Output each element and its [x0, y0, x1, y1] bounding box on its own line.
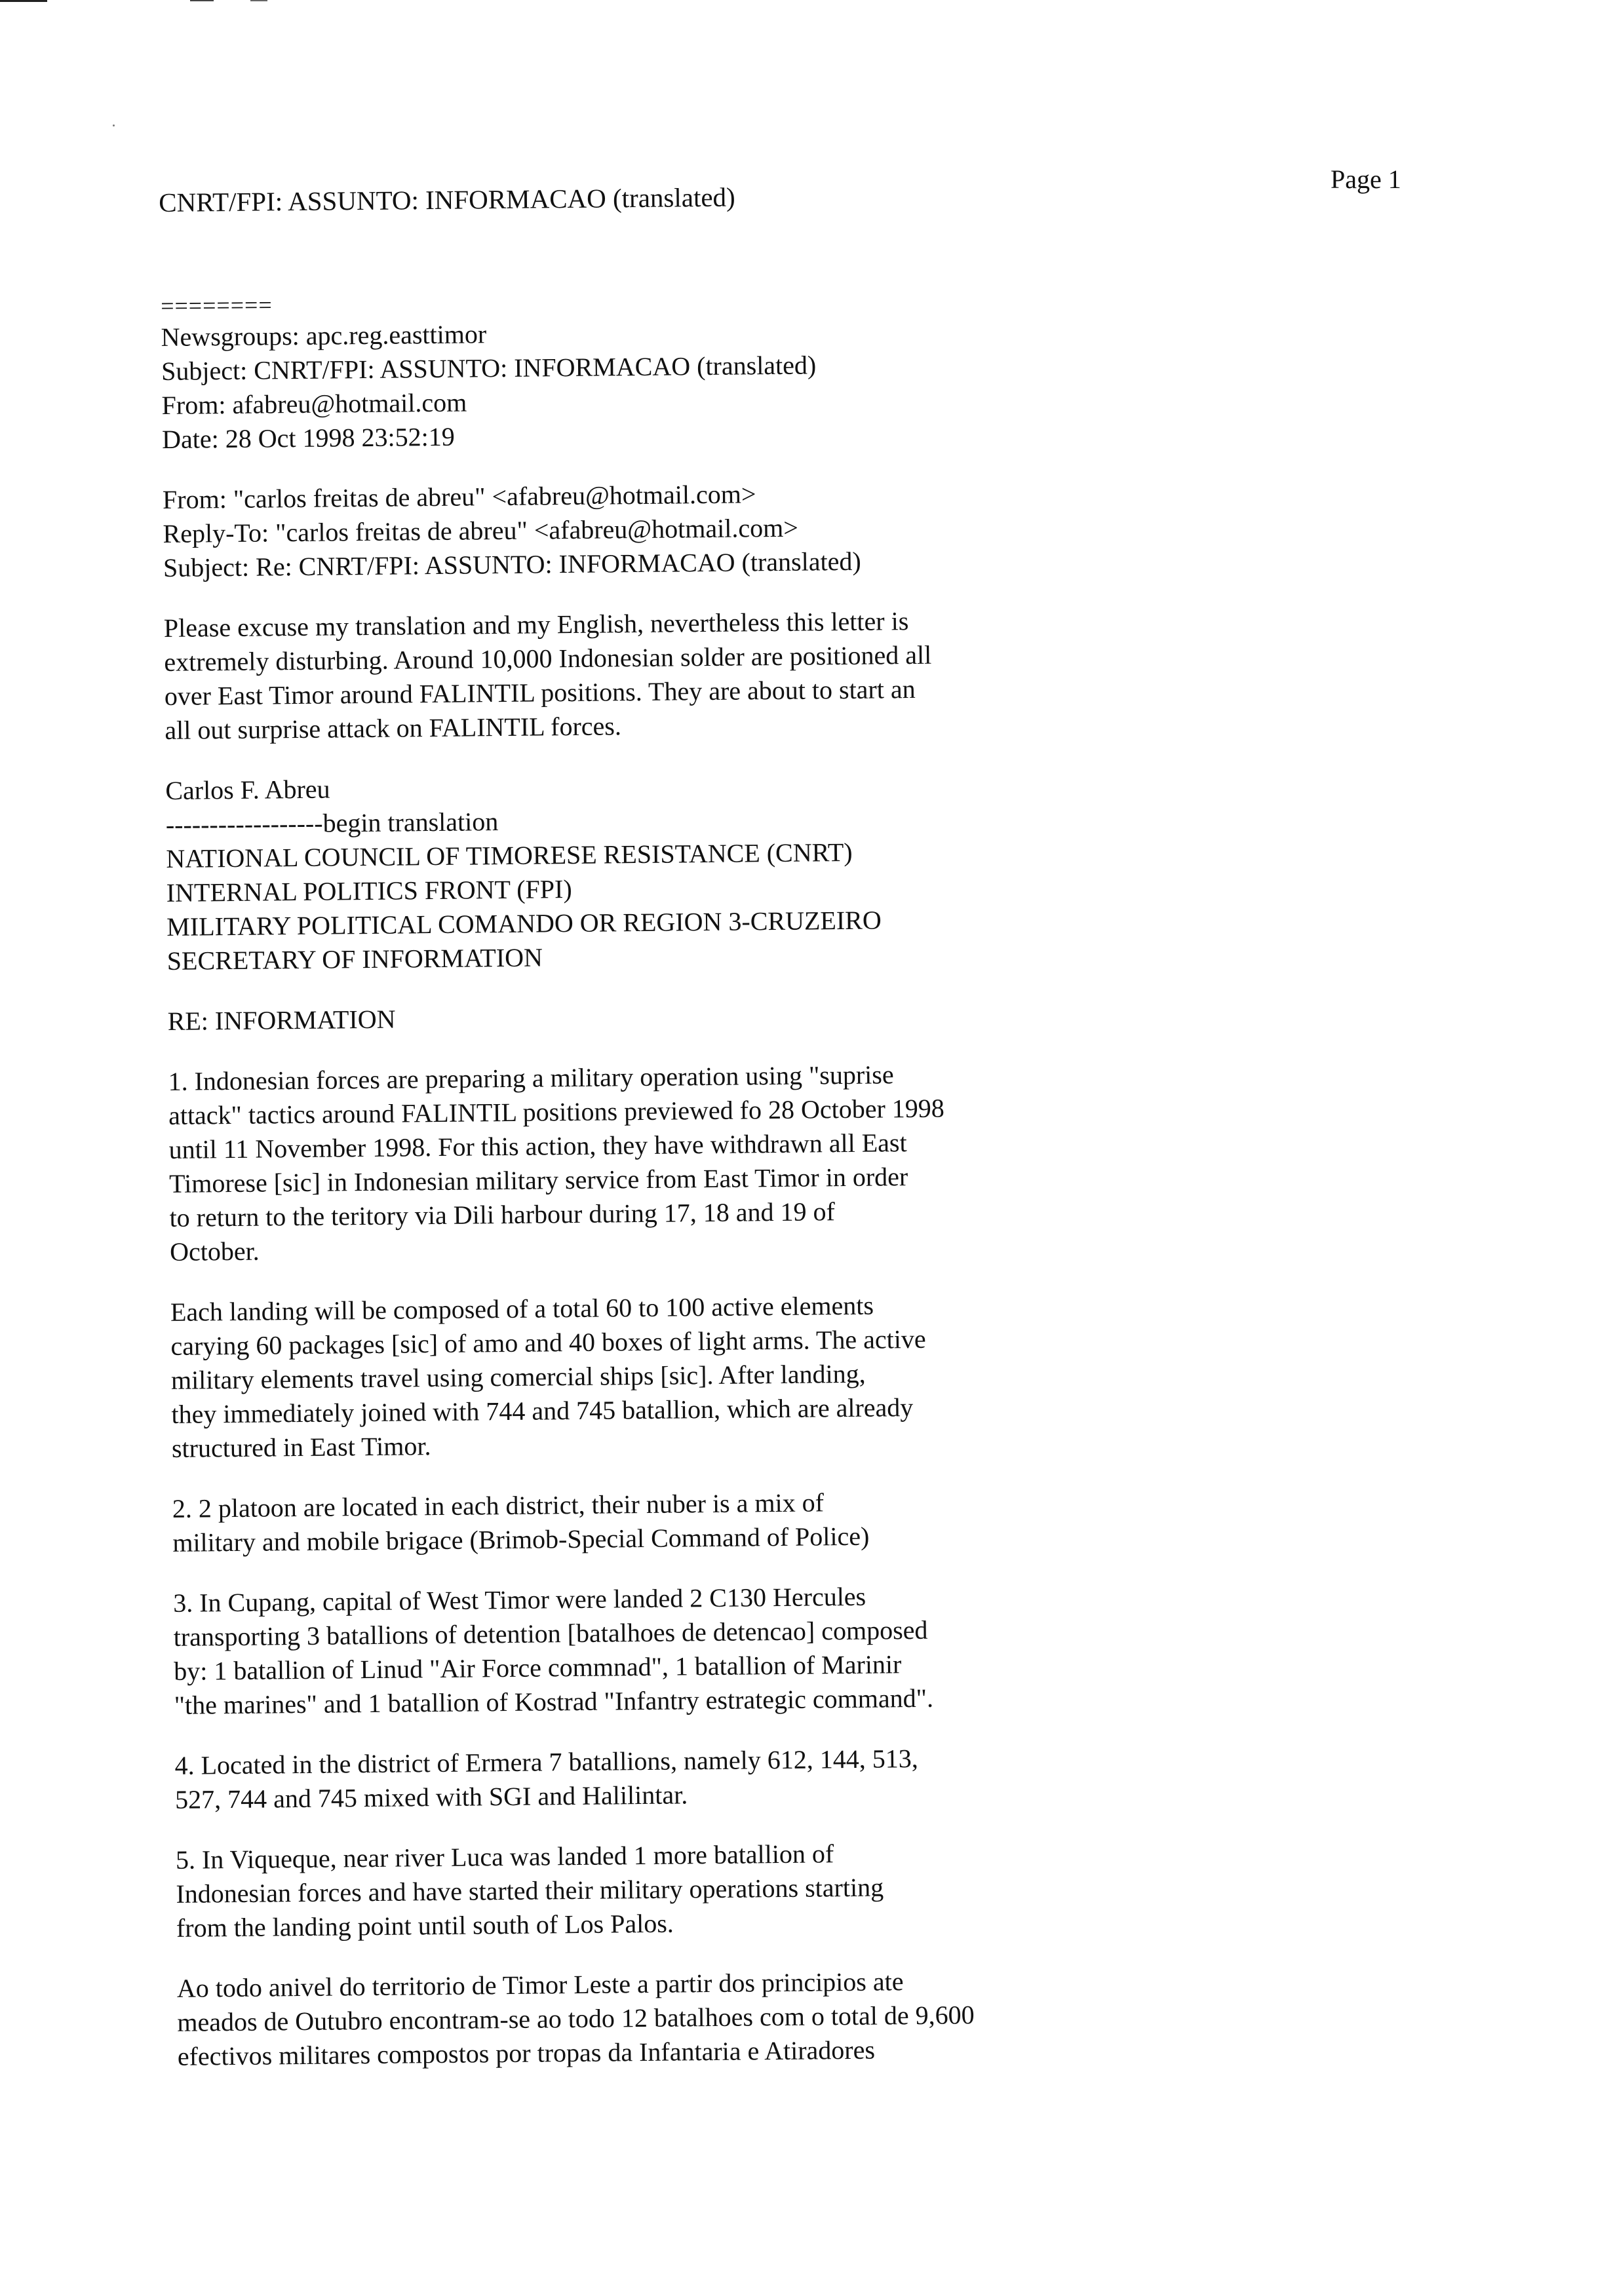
scan-artifact-mark: [0, 0, 47, 2]
message-body: [161, 280, 1423, 2074]
text-line: meados de Outubro encontram-se ao todo 12 batalhoes com o total de 9,600: [177, 2000, 975, 2037]
scan-artifact-mark: [190, 0, 214, 1]
text-line: Each landing will be composed of a total 60 to 100 active elements: [170, 1290, 874, 1327]
org-line: NATIONAL COUNCIL OF TIMORESE RESISTANCE (CNRT): [166, 837, 853, 873]
newsgroup-headers: [161, 309, 1407, 457]
paragraph-5: [174, 1737, 1420, 1817]
header-from: From: afabreu@hotmail.com: [161, 387, 467, 420]
intro-paragraph: [164, 600, 1411, 748]
org-line: MILITARY POLITICAL COMANDO OR REGION 3-CRUZEIRO: [166, 905, 882, 942]
scan-artifact-dot: [113, 124, 115, 126]
text-line: all out surprise attack on FALINTIL forces.: [165, 711, 622, 745]
paragraph-4: [173, 1575, 1420, 1723]
text-line: 5. In Viqueque, near river Luca was landed 1 more batallion of: [175, 1839, 834, 1875]
text-line: they immediately joined with 744 and 745 batallion, which are already: [171, 1392, 914, 1429]
text-line: Ao todo anivel do territorio de Timor Leste a partir dos principios ate: [176, 1966, 904, 2003]
text-line: over East Timor around FALINTIL positions. They are about to start an: [164, 674, 916, 711]
header-newsgroups: Newsgroups: apc.reg.easttimor: [161, 319, 487, 352]
text-line: by: 1 batallion of Linud "Air Force commnad", 1 batallion of Marinir: [173, 1649, 902, 1686]
organization-block: [166, 830, 1412, 978]
signature-name: Carlos F. Abreu: [165, 774, 330, 805]
text-line: to return to the teritory via Dili harbour during 17, 18 and 19 of: [169, 1196, 836, 1233]
translation-marker: ------------------begin translation: [165, 807, 499, 839]
email-subject: Subject: Re: CNRT/FPI: ASSUNTO: INFORMACAO (translated): [163, 546, 861, 583]
org-line: INTERNAL POLITICS FRONT (FPI): [166, 874, 572, 908]
document-title: CNRT/FPI: ASSUNTO: INFORMACAO (translated): [159, 182, 735, 218]
text-line: 1. Indonesian forces are preparing a military operation using "suprise: [168, 1060, 894, 1096]
email-from: From: "carlos freitas de abreu" <afabreu@hotmail.com>: [162, 479, 756, 514]
text-line: transporting 3 batallions of detention [batalhoes de detencao] composed: [173, 1615, 928, 1652]
signature-block: [165, 762, 1411, 842]
text-line: 3. In Cupang, capital of West Timor were landed 2 C130 Hercules: [172, 1581, 866, 1618]
text-line: Indonesian forces and have started their military operations starting: [176, 1872, 884, 1909]
paragraph-3: [172, 1480, 1418, 1560]
text-line: 527, 744 and 745 mixed with SGI and Halilintar.: [174, 1780, 688, 1814]
text-line: "the marines" and 1 batallion of Kostrad "Infantry estrategic command".: [174, 1683, 934, 1720]
text-line: structured in East Timor.: [171, 1431, 431, 1463]
separator-line: ========: [161, 292, 273, 319]
scan-artifact-mark: [250, 0, 267, 1]
text-line: carying 60 packages [sic] of amo and 40 boxes of light arms. The active: [170, 1324, 926, 1361]
paragraph-6: [176, 1831, 1422, 1945]
text-line: 4. Located in the district of Ermera 7 batallions, namely 612, 144, 513,: [174, 1744, 918, 1780]
paragraph-1: [168, 1053, 1415, 1269]
text-line: October.: [169, 1236, 260, 1267]
header-subject: Subject: CNRT/FPI: ASSUNTO: INFORMACAO (translated): [161, 350, 817, 386]
text-line: from the landing point until south of Los Palos.: [176, 1908, 674, 1943]
text-line: Timorese [sic] in Indonesian military service from East Timor in order: [168, 1162, 908, 1198]
text-line: efectivos militares compostos por tropas da Infantaria e Atiradores: [177, 2035, 876, 2071]
text-line: until 11 November 1998. For this action, they have withdrawn all East: [168, 1128, 907, 1164]
text-line: military elements travel using comercial ships [sic]. After landing,: [170, 1358, 866, 1395]
paragraph-7: [177, 1960, 1423, 2074]
text-line: military and mobile brigace (Brimob-Special Command of Police): [172, 1521, 870, 1558]
text-line: Please excuse my translation and my English, nevertheless this letter is: [163, 606, 909, 643]
header-date: Date: 28 Oct 1998 23:52:19: [161, 421, 455, 454]
page-number: Page 1: [1331, 164, 1401, 194]
email-headers: [163, 471, 1409, 585]
re-heading: RE: INFORMATION: [167, 1004, 396, 1036]
text-line: extremely disturbing. Around 10,000 Indonesian solder are positioned all: [164, 640, 932, 677]
text-line: 2. 2 platoon are located in each district, their nuber is a mix of: [172, 1487, 825, 1523]
paragraph-2: [170, 1284, 1417, 1466]
email-reply-to: Reply-To: "carlos freitas de abreu" <afabreu@hotmail.com>: [163, 512, 798, 548]
text-line: attack" tactics around FALINTIL positions previewed fo 28 October 1998: [168, 1093, 945, 1130]
org-line: SECRETARY OF INFORMATION: [166, 942, 543, 976]
